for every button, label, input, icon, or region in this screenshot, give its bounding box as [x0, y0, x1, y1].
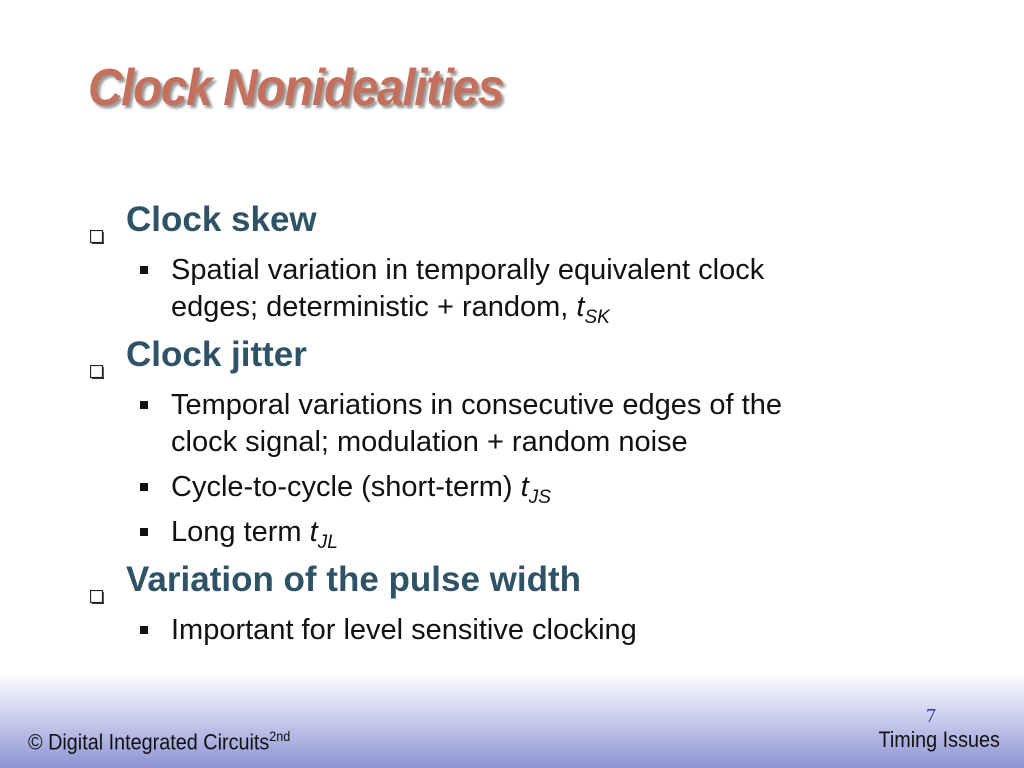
- subitem-text: Long term: [171, 516, 310, 548]
- edition-superscript: 2nd: [269, 728, 291, 744]
- subscript: JS: [528, 487, 551, 508]
- subitem-line: Important for level sensitive clocking: [171, 614, 637, 646]
- symbol-t: t: [576, 291, 585, 323]
- bullet-label: Clock jitter: [126, 335, 307, 374]
- hollow-square-bullet-icon: [90, 348, 104, 362]
- symbol-t: t: [520, 471, 529, 503]
- subscript: SK: [584, 307, 610, 328]
- subitem-line: [171, 514, 338, 554]
- subitem-text: Cycle-to-cycle (short-term): [171, 471, 521, 503]
- hollow-square-bullet-icon: [90, 573, 104, 587]
- square-bullet-icon: [140, 528, 148, 536]
- square-bullet-icon: [140, 483, 148, 491]
- slide-title: Clock Nonidealities: [88, 59, 504, 117]
- subitem-text: edges; deterministic + random,: [171, 291, 577, 323]
- bullet-label: Clock skew: [126, 200, 317, 239]
- subitem-line: [171, 289, 610, 329]
- subscript: JL: [317, 532, 338, 553]
- footer-section-title: Timing Issues: [878, 727, 1000, 752]
- symbol-t: t: [309, 516, 318, 548]
- subitem-line: [171, 469, 551, 509]
- bullet-label: Variation of the pulse width: [126, 560, 582, 599]
- footer-copyright: [28, 728, 290, 755]
- square-bullet-icon: [140, 626, 148, 634]
- subitem-line: Temporal variations in consecutive edges of the: [171, 389, 782, 421]
- subitem-line: Spatial variation in temporally equivalent clock: [171, 254, 765, 286]
- square-bullet-icon: [140, 266, 148, 274]
- subitem-line: clock signal; modulation + random noise: [171, 426, 688, 458]
- hollow-square-bullet-icon: [90, 213, 104, 227]
- copyright-text: © Digital Integrated Circuits: [28, 729, 270, 755]
- square-bullet-icon: [140, 401, 148, 409]
- page-number: 7: [926, 705, 936, 727]
